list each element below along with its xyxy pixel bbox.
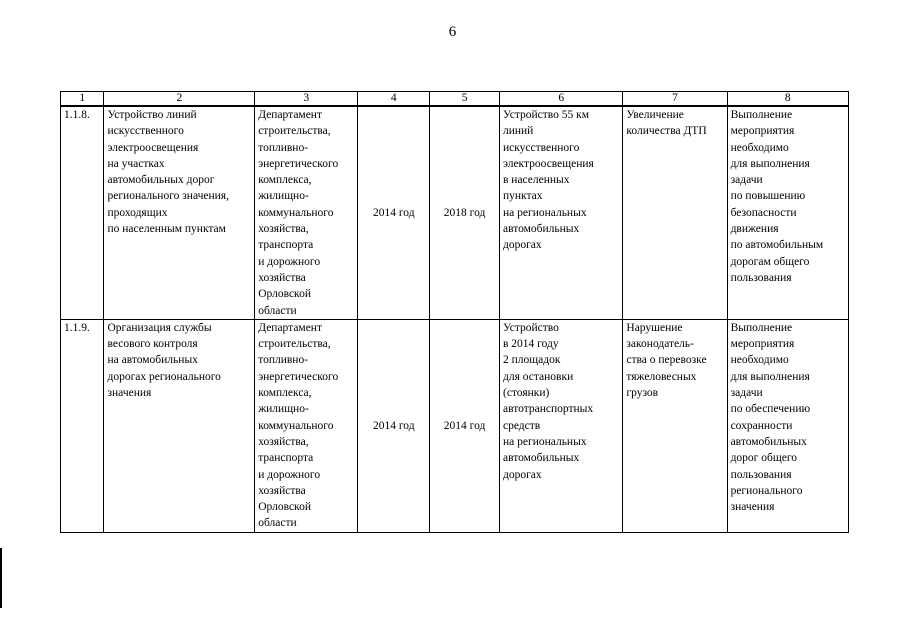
link-cell — [727, 106, 848, 319]
consequence-cell — [623, 106, 727, 319]
cell-line: на автомобильных — [107, 354, 198, 367]
cell-line: дорог общего — [730, 452, 798, 465]
table-row — [61, 319, 849, 532]
cell-line: строительства, — [258, 338, 331, 351]
cell-line: электроосвещения — [502, 157, 594, 170]
cell-line: Устройство — [502, 321, 559, 334]
cell-line: области — [258, 304, 297, 317]
cell-line: Устройство линий — [107, 109, 197, 121]
table-row — [61, 106, 849, 319]
cell-line: Увеличение — [626, 109, 684, 121]
cell-line: безопасности — [730, 206, 797, 219]
cell-line: Нарушение — [626, 321, 683, 334]
cell-line: автотранспортных — [502, 403, 594, 416]
start-year: 2014 год — [358, 106, 430, 319]
cell-line: на региональных — [502, 435, 587, 448]
cell-line: области — [258, 517, 297, 530]
cell-line: дорогам общего — [730, 255, 810, 268]
cell-line: регионального значения, — [107, 190, 229, 203]
cell-line: Устройство 55 км — [502, 109, 590, 121]
cell-line: количества ДТП — [626, 125, 707, 138]
cell-line: средств — [502, 419, 541, 432]
end-year: 2014 год — [430, 319, 500, 532]
cell-line: Орловской — [258, 288, 311, 301]
column-number: 5 — [430, 92, 500, 107]
cell-line: Орловской — [258, 501, 311, 514]
cell-line: на региональных — [502, 206, 587, 219]
cell-line: задачи — [730, 387, 763, 400]
cell-line: необходимо — [730, 141, 789, 154]
cell-line: для остановки — [502, 370, 574, 383]
cell-line: дорогах — [502, 239, 542, 252]
start-year: 2014 год — [358, 319, 430, 532]
column-number-row — [61, 92, 849, 107]
cell-line: законодатель- — [626, 338, 694, 351]
page-edge-line — [0, 548, 2, 608]
cell-line: ства о перевозке — [626, 354, 707, 367]
column-number: 2 — [104, 92, 255, 107]
cell-line: и дорожного — [258, 255, 321, 268]
cell-line: мероприятия — [730, 338, 795, 351]
cell-line: хозяйства — [258, 484, 306, 497]
cell-line: по автомобильным — [730, 239, 824, 252]
cell-line: сохранности — [730, 419, 793, 432]
cell-line: значения — [730, 501, 775, 514]
item-number: 1.1.8. — [61, 106, 104, 319]
consequence-cell — [623, 319, 727, 532]
cell-line: движения — [730, 223, 779, 236]
item-number: 1.1.9. — [61, 319, 104, 532]
cell-line: жилищно- — [258, 190, 309, 203]
cell-line: комплекса, — [258, 387, 312, 400]
cell-line: жилищно- — [258, 403, 309, 416]
cell-line: энергетического — [258, 370, 339, 383]
cell-line: хозяйства, — [258, 223, 309, 236]
cell-line: по населенным пунктам — [107, 223, 226, 236]
cell-line: и дорожного — [258, 468, 321, 481]
cell-line: регионального — [730, 484, 803, 497]
cell-line: тяжеловесных — [626, 370, 697, 383]
cell-line: необходимо — [730, 354, 789, 367]
cell-line: искусственного — [107, 125, 184, 138]
result-cell — [499, 106, 622, 319]
cell-line: дорогах регионального — [107, 370, 221, 383]
cell-line: пользования — [730, 468, 792, 481]
cell-line: для выполнения — [730, 157, 810, 170]
cell-line: Выполнение — [730, 321, 793, 334]
result-cell — [499, 319, 622, 532]
measures-table — [60, 91, 849, 533]
cell-line: топливно- — [258, 141, 309, 154]
measure-cell — [104, 106, 255, 319]
cell-line: электроосвещения — [107, 141, 199, 154]
cell-line: на участках — [107, 157, 165, 170]
cell-line: пользования — [730, 271, 792, 284]
cell-line: искусственного — [502, 141, 580, 154]
cell-line: Департамент — [258, 109, 322, 121]
cell-line: транспорта — [258, 239, 314, 252]
end-year: 2018 год — [430, 106, 500, 319]
measure-cell — [104, 319, 255, 532]
cell-line: в населенных — [502, 174, 570, 187]
cell-line: топливно- — [258, 354, 309, 367]
column-number: 3 — [255, 92, 358, 107]
cell-line: транспорта — [258, 452, 314, 465]
cell-line: весового контроля — [107, 338, 198, 351]
cell-line: дорогах — [502, 468, 542, 481]
cell-line: мероприятия — [730, 125, 795, 138]
column-number: 8 — [727, 92, 848, 107]
column-number: 1 — [61, 92, 104, 107]
cell-line: автомобильных — [502, 452, 580, 465]
executor-cell — [255, 319, 358, 532]
cell-line: автомобильных дорог — [107, 174, 215, 187]
cell-line: проходящих — [107, 206, 168, 219]
cell-line: энергетического — [258, 157, 339, 170]
cell-line: коммунального — [258, 419, 334, 432]
link-cell — [727, 319, 848, 532]
executor-cell — [255, 106, 358, 319]
cell-line: грузов — [626, 387, 659, 400]
cell-line: Департамент — [258, 321, 322, 334]
cell-line: автомобильных — [730, 435, 807, 448]
cell-line: (стоянки) — [502, 387, 550, 400]
cell-line: в 2014 году — [502, 338, 559, 351]
cell-line: задачи — [730, 174, 763, 187]
cell-line: Организация службы — [107, 321, 212, 334]
cell-line: хозяйства — [258, 271, 306, 284]
cell-line: по обеспечению — [730, 403, 811, 416]
cell-line: комплекса, — [258, 174, 312, 187]
column-number: 6 — [499, 92, 622, 107]
column-number: 7 — [623, 92, 727, 107]
cell-line: строительства, — [258, 125, 331, 138]
page-number: 6 — [448, 24, 457, 40]
cell-line: Выполнение — [730, 109, 793, 121]
cell-line: автомобильных — [502, 223, 580, 236]
cell-line: 2 площадок — [502, 354, 561, 367]
cell-line: пунктах — [502, 190, 543, 203]
column-number: 4 — [358, 92, 430, 107]
cell-line: хозяйства, — [258, 435, 309, 448]
cell-line: линий — [502, 125, 534, 138]
cell-line: по повышению — [730, 190, 806, 203]
cell-line: коммунального — [258, 206, 334, 219]
cell-line: значения — [107, 387, 152, 400]
cell-line: для выполнения — [730, 370, 810, 383]
